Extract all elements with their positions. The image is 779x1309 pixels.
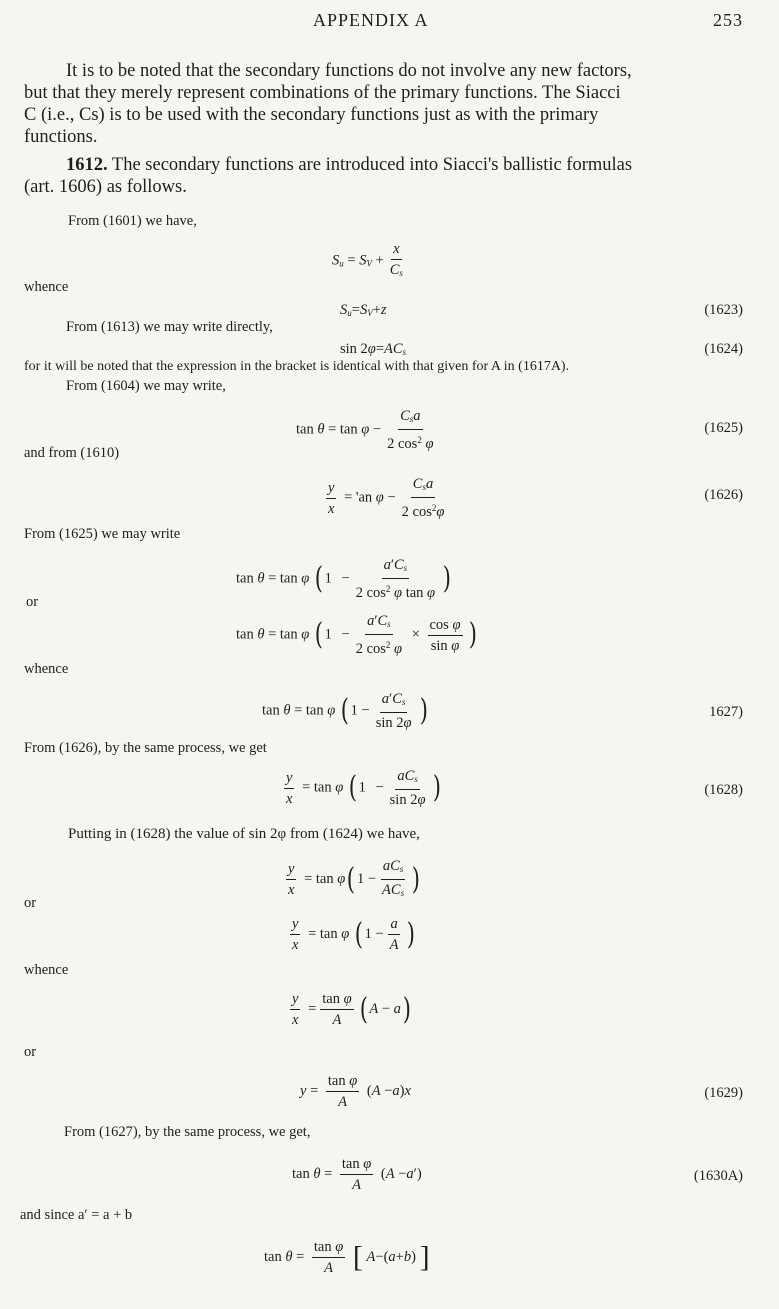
text-line: or <box>24 1044 37 1060</box>
equation-expand-2: tan θ = tan φ ( 1 − $\frac{a'C_s}{2 \cos^2 \varphi}$ × $\frac{\text{cos φ}}{\text{sin φ}}$ ) <box>236 613 477 657</box>
paragraph-line: It is to be noted that the secondary functions do not involve any new factors, <box>66 61 632 81</box>
equation-final: tan θ = $\frac{\text{tan φ}}{A}$ [ A−(a+b) ] <box>264 1239 430 1276</box>
text-line: From (1604) we may write, <box>66 378 226 394</box>
page-header-title: APPENDIX A <box>313 10 429 30</box>
paragraph-line: (art. 1606) as follows. <box>24 177 187 197</box>
text-line: From (1601) we have, <box>68 213 197 229</box>
text-line: for it will be noted that the expression in the bracket is identical with that given for A in (1617A). <box>24 359 570 374</box>
equation-1626: $\frac{y}{x}$ = 'an φ − $\frac{C_sa}{2 \cos^2\varphi}$ <box>328 476 445 520</box>
text-line: or <box>26 594 39 610</box>
equation-number: (1624) <box>704 341 743 357</box>
equation-1630A: tan θ = $\frac{\text{tan φ}}{A}$ (A −a′) <box>292 1156 422 1193</box>
paragraph-line: The secondary functions are introduced into Siacci's ballistic formulas <box>111 155 633 175</box>
text-line: From (1627), by the same process, we get, <box>64 1124 311 1140</box>
text-line: and from (1610) <box>24 445 120 461</box>
paragraph-line: functions. <box>24 127 98 147</box>
equation-number: 1627) <box>709 704 743 720</box>
text-line: and since a′ = a + b <box>20 1207 133 1223</box>
equation-substituted-2: $\frac{y}{x}$ = tan φ ( 1 − $\frac{a}{A}$ ) <box>292 916 415 953</box>
equation-1624: $\sin 2\varphi=AC_s$ <box>340 341 407 357</box>
page-number: 253 <box>713 10 743 30</box>
text-line: whence <box>24 279 69 295</box>
equation-substituted-1: $\frac{y}{x}$ = tan φ( 1 − $\frac{aC_s}{AC_s}$ ) <box>288 858 421 898</box>
equation-1623: $S_u=S_V+z$ <box>340 302 387 318</box>
equation-number: (1629) <box>704 1085 743 1101</box>
section-number: 1612. <box>66 155 108 175</box>
equation-1628: $\frac{y}{x}$ = tan φ ( 1 − $\frac{aC_s}{\sin 2\varphi}$ ) <box>286 768 442 808</box>
text-line: From (1613) we may write directly, <box>66 319 273 335</box>
paragraph-line: but that they merely represent combinations of the primary functions. The Siacci <box>24 83 621 103</box>
text-line: whence <box>24 962 69 978</box>
equation-substituted-3: $\frac{y}{x}$ = $\frac{\text{tan φ}}{A}$ ( A − a) <box>292 991 411 1028</box>
equation-number: (1628) <box>704 782 743 798</box>
equation-expand-1: tan θ = tan φ ( 1 − $\frac{a'C_s}{2 \cos^2 \varphi \tan \varphi}$ ) <box>236 557 452 601</box>
equation-1627: tan θ = tan φ ( 1 − $\frac{a'C_s}{\sin 2\varphi}$ ) <box>262 691 428 731</box>
text-line: whence <box>24 661 69 677</box>
text-line: Putting in (1628) the value of sin 2φ from (1624) we have, <box>68 826 420 842</box>
equation-number: (1630A) <box>693 1168 743 1184</box>
text-line: From (1626), by the same process, we get <box>24 740 267 756</box>
text-line: or <box>24 895 37 911</box>
equation-number: (1623) <box>704 302 743 318</box>
paragraph-line: C (i.e., Cs) is to be used with the secondary functions just as with the primary <box>24 105 599 125</box>
text-line: From (1625) we may write <box>24 526 181 542</box>
equation-number: (1626) <box>704 487 743 503</box>
equation-1629: y = $\frac{\text{tan φ}}{A}$ (A −a)x <box>300 1073 411 1110</box>
equation-1625: tan θ = tan φ − $\frac{C_sa}{2 \cos^2 \varphi}$ <box>296 408 434 452</box>
equation-1601: $S_u = S_V$ + $\frac{x}{C_s}$ <box>332 241 403 278</box>
equation-number: (1625) <box>704 420 743 436</box>
section-paragraph <box>66 154 632 176</box>
